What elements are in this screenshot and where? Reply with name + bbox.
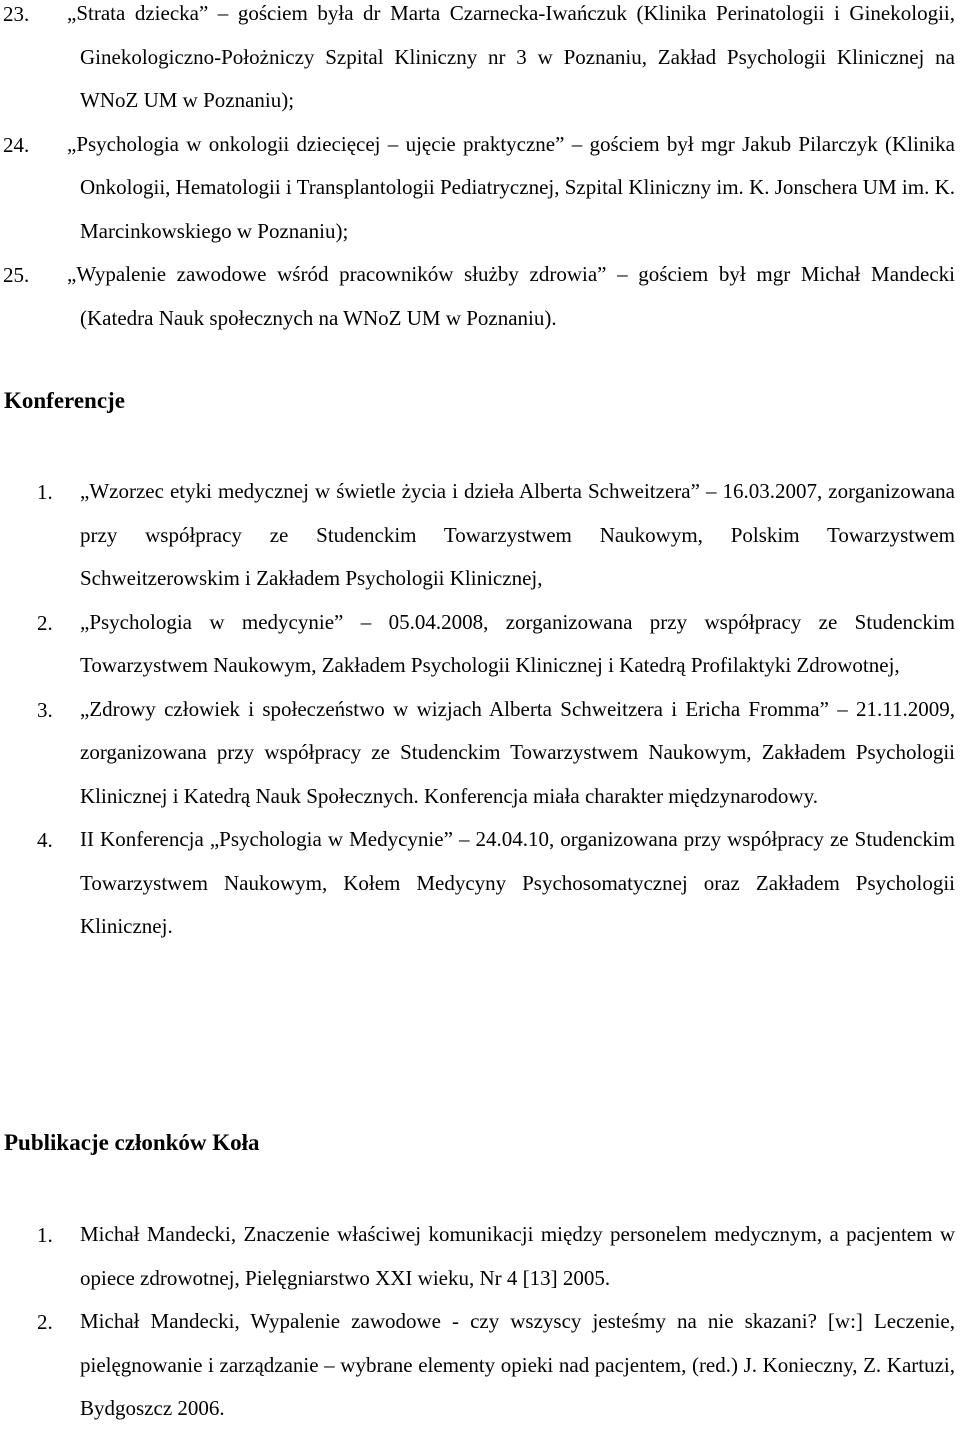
list-item <box>0 1213 960 1300</box>
item-text: Michał Mandecki, Wypalenie zawodowe - czy wszyscy jesteśmy na nie skazani? [w:] Leczenie, pielęgnowanie i zarządzanie – wybrane elementy opieki nad pacjentem, (red.) J. Konieczny, Z. Kartuzi, Bydgoszcz 2006. <box>80 1309 955 1420</box>
item-number: 3. <box>37 697 53 722</box>
list-item <box>0 818 960 949</box>
list-item <box>0 0 960 123</box>
list-item <box>0 253 960 340</box>
item-number: 1. <box>37 480 53 504</box>
list-item <box>0 470 960 601</box>
item-number: 1. <box>37 1223 53 1247</box>
item-text: „Strata dziecka” – gościem była dr Marta Czarnecka-Iwańczuk (Klinika Perinatologii i Ginekologii, Ginekologiczno-Położniczy Szpital Kliniczny nr 3 w Poznaniu, Zakład Psychologii Klinicznej na WNoZ UM w Poznaniu); <box>67 1 955 112</box>
item-number: 25. <box>3 263 30 287</box>
item-text: „Wzorzec etyki medycznej w świetle życia i dzieła Alberta Schweitzera” – 16.03.2007, zorganizowana przy współpracy ze Studenckim Towarzystwem Naukowym, Polskim Towarzystwem Schweitzerowskim i Zakładem Psychologii Klinicznej, <box>80 479 955 590</box>
item-number: 2. <box>37 1310 53 1334</box>
item-number: 24. <box>3 132 30 157</box>
section-heading-konferencje: Konferencje <box>4 388 125 413</box>
list-item <box>0 601 960 688</box>
publication-list <box>0 1213 960 1431</box>
lecture-list <box>0 0 960 340</box>
item-number: 23. <box>3 2 30 26</box>
item-text: II Konferencja „Psychologia w Medycynie” – 24.04.10, organizowana przy współpracy ze Studenckim Towarzystwem Naukowym, Kołem Medycyny Psychosomatycznej oraz Zakładem Psychologii Klinicznej. <box>80 827 955 938</box>
item-text: Michał Mandecki, Znaczenie właściwej komunikacji między personelem medycznym, a pacjentem w opiece zdrowotnej, Pielęgniarstwo XXI wieku, Nr 4 [13] 2005. <box>80 1222 955 1290</box>
item-text: „Wypalenie zawodowe wśród pracowników służby zdrowia” – gościem był mgr Michał Mandecki (Katedra Nauk społecznych na WNoZ UM w Poznaniu). <box>67 262 955 330</box>
conference-list <box>0 470 960 949</box>
list-item <box>0 1300 960 1431</box>
item-text: „Zdrowy człowiek i społeczeństwo w wizjach Alberta Schweitzera i Ericha Fromma” – 21.11.2009, zorganizowana przy współpracy ze Studenckim Towarzystwem Naukowym, Zakładem Psychologii Klinicznej i Katedrą Nauk Społecznych. Konferencja miała charakter międzynarodowy. <box>80 696 955 808</box>
item-number: 2. <box>37 610 53 635</box>
item-text: „Psychologia w medycynie” – 05.04.2008, zorganizowana przy współpracy ze Studenckim Towarzystwem Naukowym, Zakładem Psychologii Klinicznej i Katedrą Profilaktyki Zdrowotnej, <box>80 609 955 677</box>
section-heading-publikacje: Publikacje członków Koła <box>4 1130 260 1155</box>
item-number: 4. <box>37 828 53 852</box>
list-item <box>0 688 960 819</box>
list-item <box>0 123 960 254</box>
item-text: „Psychologia w onkologii dziecięcej – ujęcie praktyczne” – gościem był mgr Jakub Pilarczyk (Klinika Onkologii, Hematologii i Transplantologii Pediatrycznej, Szpital Kliniczny im. K. Jonschera UM im. K. Marcinkowskiego w Poznaniu); <box>67 131 955 243</box>
